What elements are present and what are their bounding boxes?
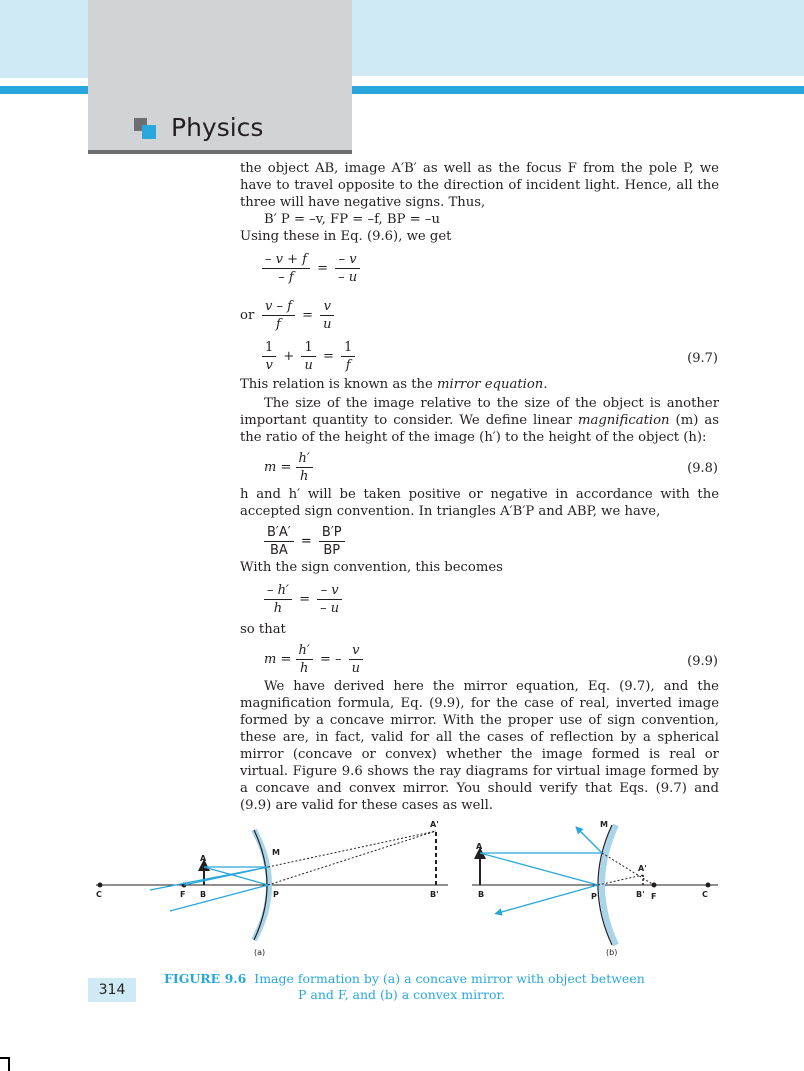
paragraph-intro: the object AB, image A′B′ as well as the focus F from the pole P, we have to travel opposite to the direction of incident light. Hence, all the three will have negative signs. Thus,: [240, 161, 719, 210]
eq3-c-num: 1: [341, 339, 355, 357]
p2-term: magnification: [578, 413, 670, 428]
label-a-B: B: [200, 890, 207, 899]
label-b-A2: A': [638, 864, 647, 873]
p2-b: (m) as the ratio of the height of the image (h′) to the height of the object (h):: [240, 413, 720, 445]
equation-number-9-7: (9.7): [687, 351, 718, 366]
eq1-lhs-den: – f: [278, 270, 294, 285]
diagram-a: [96, 820, 448, 957]
eq2-rhs-num: v: [320, 298, 334, 316]
virtual-ray-a1: [268, 831, 436, 867]
eq3-b-num: 1: [301, 339, 315, 357]
eq5-lhs-den: BA: [269, 543, 288, 558]
eq3-a-den: v: [265, 358, 273, 373]
label-a-M: M: [272, 848, 280, 857]
squares-icon: [134, 118, 158, 140]
eq1-lhs-num: – v + f: [262, 251, 310, 269]
ray-b4: [498, 885, 598, 913]
label-a-P: P: [273, 890, 279, 899]
mirror-eq-pre: This relation is known as the: [240, 377, 437, 392]
signs-line: B′ P = –v, FP = –f, BP = –u: [264, 212, 440, 227]
ray-diagram-figure: [88, 815, 728, 965]
equation-number-9-8: (9.8): [687, 461, 718, 476]
crop-mark-bottom-left-h: [0, 1057, 10, 1059]
label-a-A2: A': [430, 820, 439, 829]
paragraph-conclusion: We have derived here the mirror equation, Eq. (9.7), and the magnification formula, Eq. (9.9), for the case of real, inverted image formed by a concave mirror. With the proper use of sign convention, these are, in fact, valid for all the cases of reflection by a spherical mirror (concave or convex) whether the image formed is real or virtual. Figure 9.6 shows the ray diagrams for virtual image formed by a concave and convex mirror. You should verify that Eqs. (9.7) and (9.9) are valid for these cases as well.: [240, 679, 719, 813]
label-b-P: P: [591, 892, 597, 901]
sign-convention-line: With the sign convention, this becomes: [240, 560, 503, 575]
mirror-eq-post: .: [543, 377, 548, 392]
label-b-C: C: [702, 890, 708, 899]
eq7-rhs-den: u: [351, 661, 361, 676]
so-that-line: so that: [240, 622, 286, 637]
equation-1: $\frac{- v + f}{- f}$ = $\frac{- v}{- u}$: [262, 251, 360, 286]
using-line: Using these in Eq. (9.6), we get: [240, 229, 452, 244]
caption-line-2: P and F, and (b) a convex mirror.: [298, 987, 506, 1002]
figure-label: FIGURE 9.6: [164, 971, 247, 986]
eq6-rhs-num: – v: [317, 582, 342, 600]
label-b-M: M: [600, 820, 608, 829]
eq7-num: h′: [296, 642, 313, 660]
paragraph-magnification: [240, 395, 719, 446]
header-band-gap: [352, 76, 804, 80]
eq2-lhs-den: f: [276, 317, 281, 332]
eq5-rhs-den: BP: [323, 543, 341, 558]
ray-b2: [578, 829, 602, 853]
or-label: or: [240, 308, 255, 323]
equation-2: $\frac{v - f}{f}$ = $\frac{v}{u}$: [262, 298, 334, 333]
eq3-a-num: 1: [262, 339, 276, 357]
p2-a: The size of the image relative to the size of the object is another important quantity to consider. We define linear: [240, 396, 719, 428]
equation-number-9-9: (9.9): [687, 654, 718, 669]
equation-6: $\frac{- h'}{h}$ = $\frac{- v}{- u}$: [264, 582, 342, 617]
header-rule-gray: [88, 150, 352, 154]
label-b-A: A: [476, 842, 483, 851]
label-b-B2: B': [636, 890, 645, 899]
mirror-eq-term: mirror equation: [436, 377, 544, 392]
equation-9-9: [264, 642, 363, 677]
eq6-lhs-den: h: [273, 601, 283, 616]
label-a-F: F: [180, 890, 186, 899]
eq6-lhs-num: – h′: [264, 582, 292, 600]
eq4-den: h: [299, 469, 309, 484]
label-a-C: C: [96, 890, 102, 899]
eq6-rhs-den: – u: [320, 601, 340, 616]
eq5-lhs-num: B′A′: [264, 524, 294, 542]
label-a-B2: B': [430, 890, 439, 899]
eq1-rhs-num: – v: [335, 251, 360, 269]
caption-line-1: Image formation by (a) a concave mirror with object between: [254, 971, 645, 986]
equation-5: $\frac{B'A'}{BA}$ = $\frac{B'P}{BP}$: [264, 524, 345, 559]
page-number: 314: [88, 978, 136, 1002]
eq1-rhs-den: – u: [338, 270, 358, 285]
ray-a5: [184, 867, 268, 885]
label-b-F: F: [651, 892, 657, 901]
label-b-sub: (b): [606, 948, 618, 957]
virtual-ray-a2: [268, 831, 436, 885]
equation-9-8: [264, 450, 313, 485]
eq7-mid: = –: [319, 652, 342, 667]
diagram-b: [472, 820, 718, 957]
label-a-sub: (a): [254, 948, 266, 957]
eq3-b-den: u: [304, 358, 313, 373]
label-a-A: A: [200, 854, 207, 863]
eq7-rhs-num: v: [349, 642, 363, 660]
page-title: Physics: [171, 113, 264, 142]
eq2-lhs-num: v – f: [262, 298, 295, 316]
eq3-c-den: f: [345, 358, 351, 373]
eq5-rhs-num: B′P: [319, 524, 345, 542]
eq7-den: h: [299, 661, 309, 676]
equation-9-7: $\frac{1}{v}$ + $\frac{1}{u}$ = $\frac{1}{f}$: [262, 339, 355, 374]
ray-b3: [480, 853, 598, 885]
paragraph-sign-convention: h and h′ will be taken positive or negative in accordance with the accepted sign convention. In triangles A′B′P and ABP, we have,: [240, 487, 719, 519]
eq4-m: m =: [264, 460, 292, 475]
eq2-rhs-den: u: [323, 317, 332, 332]
eq4-num: h′: [296, 450, 313, 468]
crop-mark-bottom-left-v: [8, 1057, 10, 1071]
eq7-m: m =: [264, 652, 292, 667]
label-b-B: B: [478, 890, 485, 899]
figure-caption: [164, 971, 664, 1003]
mirror-equation-line: [240, 377, 548, 392]
